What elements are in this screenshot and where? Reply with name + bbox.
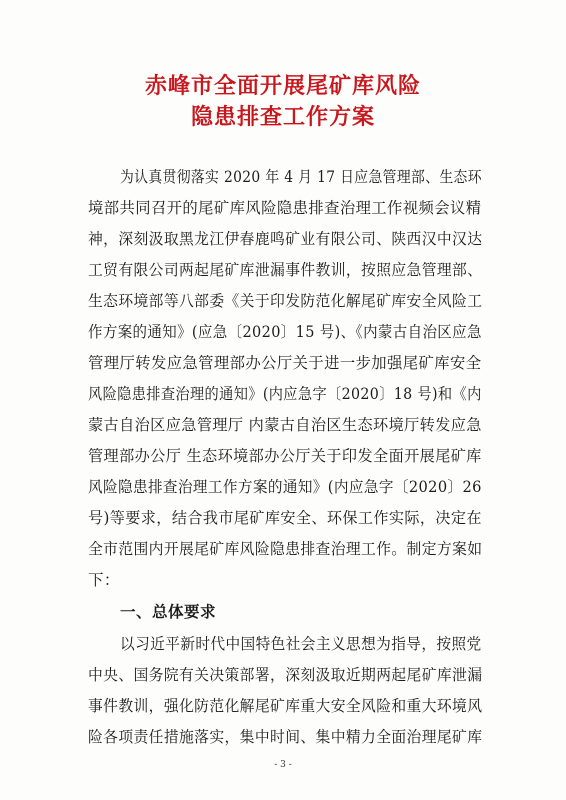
section-heading: 一、总体要求 bbox=[120, 603, 217, 621]
paragraph-line: 生态环境部等八部委《关于印发防范化解尾矿库安全风险工 bbox=[88, 292, 483, 310]
paragraph-line: 全市范围内开展尾矿库风险隐患排查治理工作。制定方案如 bbox=[88, 540, 483, 558]
paragraph-line: 号)等要求，结合我市尾矿库安全、环保工作实际，决定在 bbox=[88, 509, 482, 527]
paragraph-line: 蒙古自治区应急管理厅 内蒙古自治区生态环境厅转发应急 bbox=[88, 416, 482, 434]
paragraph-line: 中央、国务院有关决策部署，深刻汲取近期两起尾矿库泄漏 bbox=[88, 666, 483, 684]
paragraph-line: 风险隐患排查治理的通知》(内应急字〔2020〕18 号)和《内 bbox=[88, 385, 482, 403]
paragraph-line: 为认真贯彻落实 2020 年 4 月 17 日应急管理部、生态环 bbox=[120, 168, 482, 186]
paragraph-line: 事件教训，强化防范化解尾矿库重大安全风险和重大环境风 bbox=[88, 697, 483, 715]
paragraph-line: 管理部办公厅 生态环境部办公厅关于印发全面开展尾矿库 bbox=[88, 447, 482, 465]
paragraph-line: 工贸有限公司两起尾矿库泄漏事件教训，按照应急管理部、 bbox=[88, 261, 483, 279]
paragraph-line: 境部共同召开的尾矿库风险隐患排查治理工作视频会议精 bbox=[88, 199, 482, 217]
paragraph-line: 下： bbox=[88, 571, 120, 589]
paragraph-line: 管理厅转发应急管理部办公厅关于进一步加强尾矿库安全 bbox=[88, 354, 482, 372]
paragraph-line: 风险隐患排查治理工作方案的通知》(内应急字〔2020〕26 bbox=[88, 478, 482, 496]
document-title-line-1: 赤峰市全面开展尾矿库风险 bbox=[144, 73, 421, 99]
paragraph-line: 神，深刻汲取黑龙江伊春鹿鸣矿业有限公司、陕西汉中汉达 bbox=[88, 230, 483, 248]
document-title-line-2: 隐患排查工作方案 bbox=[190, 104, 375, 130]
paragraph-line: 作方案的通知》(应急〔2020〕15 号)、《内蒙古自治区应急 bbox=[88, 323, 482, 341]
paragraph-line: 险各项责任措施落实，集中时间、集中精力全面治理尾矿库 bbox=[88, 728, 483, 746]
page-number: - 3 - bbox=[274, 760, 292, 770]
paragraph-line: 以习近平新时代中国特色社会主义思想为指导，按照党 bbox=[120, 635, 482, 653]
